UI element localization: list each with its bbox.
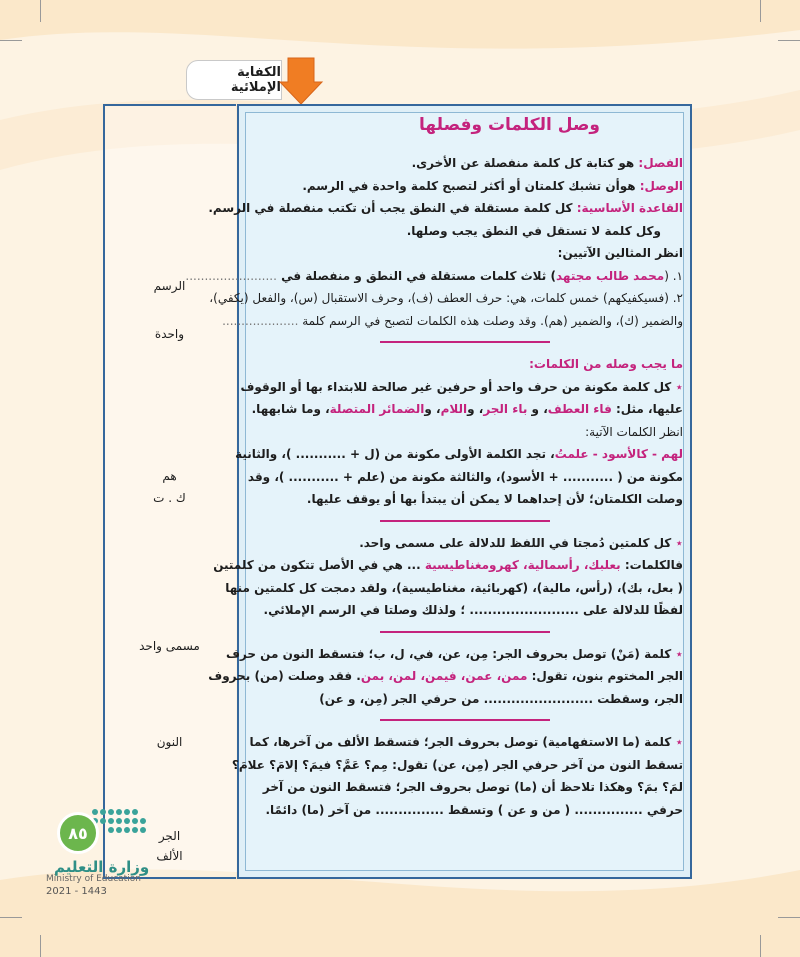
highlight: باء الجر [483,402,528,416]
term-label: الوصل: [639,178,683,193]
term-label: الفصل: [638,156,683,170]
definition-rule-2: وكل كلمة لا تستقل في النطق يجب وصلها. [406,223,661,238]
highlight: اللام [440,402,468,416]
highlight: بعلبك، رأسمالية، كهرومغناطيسية [424,558,621,572]
section1-line: انظر الكلمات الآتية: [585,424,683,439]
section1-line: وصلت الكلمتان؛ لأن إحداهما لا يمكن أن يبتدأ بها أو يوقف عليها. [306,492,683,506]
term-label: القاعدة الأساسية: [576,201,683,215]
section2-line [213,554,683,577]
example-highlight: محمد طالب مجتهد [555,268,665,283]
text: ... هي في الأصل تتكون من كلمتين [213,558,425,572]
margin-note: مسمى واحد [139,639,200,653]
crop-mark [760,935,761,957]
text: فالكلمات: [620,558,683,572]
example-text: ) ثلاث كلمات مستقلة في النطق و منفصلة في [276,268,556,283]
section-divider [380,631,550,633]
margin-note: النون [156,735,183,749]
edition-year: 2021 - 1443 [46,886,107,897]
text: ، و [467,402,484,416]
margin-note: الرسم [153,279,186,293]
section3-line [225,643,683,666]
section1-text: كل كلمة مكونة من حرف واحد أو حرفين غير صالحة للابتداء بها أو الوقوف [240,379,672,394]
section1-line [246,398,683,421]
ministry-name-en: Ministry of Education [46,874,141,884]
text: ، تجد الكلمة الأولى مكونة من (ل + ........... )، والثانية [235,447,555,461]
lesson-title: وصل الكلمات وفصلها [419,115,600,135]
crop-mark [778,40,800,41]
blank-dots: .................... [222,313,299,328]
section-divider [380,719,550,721]
text: ، و [527,402,548,416]
example-2-line-1: ٢. (فسيكفيكهم) خمس كلمات، هي: حرف العطف (ف)، وحرف الاستقبال (س)، والفعل (يكفي)، [209,291,683,305]
star-bullet-icon: ⋆ [671,735,683,749]
text: كلمة (مَنْ) توصل بحروف الجر: مِن، عن، في، ل، ب؛ فتسقط النون من حرف [225,646,672,661]
ministry-name: وزارة التعليم [54,858,150,876]
section4-line [246,731,683,754]
section2-line [246,532,683,555]
crop-mark [40,0,41,22]
text: ، و [424,402,441,416]
section3-line: الجر، وسقطت ........................ من حرفي الجر (مِن، و عن) [319,691,683,706]
blank-dots: ........................ [185,268,277,283]
section2-line: ( بعل، بك)، (رأس، مالية)، (كهربائية، مغناطيسية)، ولقد دمجت كل كلمتين منها [225,580,683,595]
text: عليها، مثل: [611,402,683,416]
definition-text: هو كتابة كل كلمة منفصلة عن الأخرى. [411,156,639,170]
arrow-down-icon [278,56,324,106]
section2-line: لفظًا للدلالة على ........................ ؛ ولذلك وصلتا في الرسم الإملائي. [263,603,683,617]
page-number: ٨٥ [57,812,99,854]
text: . فقد وصلت (من) بحروف [208,669,361,683]
examples-intro: انظر المثالين الآتيين: [557,246,683,260]
definition-text: هوأن تشبك كلمتان أو أكثر لتصبح كلمة واحدة في الرسم. [302,178,640,193]
margin-note: ك . ت [153,491,186,505]
highlight: فاء العطف [547,402,612,416]
star-bullet-icon: ⋆ [671,535,683,550]
example-number: ١. ( [664,268,683,283]
section1-line [235,443,683,466]
margin-note: الألف [156,849,183,863]
margin-note: الجر [158,829,181,843]
section1-line: مكونة من ( ........... + الأسود)، والثالثة مكونة من (علم + ........... )، وقد [247,469,683,484]
text: الجر المختوم بنون، تقول: [527,669,683,683]
crop-mark [0,917,22,918]
margin-note: هم [162,469,177,483]
section-divider [380,520,550,522]
crop-mark [0,40,22,41]
text: ، وما شابهها. [251,402,330,416]
section1-line [240,376,683,399]
text: كلمة (ما الاستفهامية) توصل بحروف الجر؛ فتسقط الألف من آخرها، كما [249,735,672,749]
section3-line [208,665,683,688]
definition-rule [208,197,683,220]
section-divider [380,341,550,343]
example-text: والضمير (ك)، والضمير (هم). وقد وصلت هذه الكلمات لتصبح في الرسم كلمة [298,313,683,328]
section4-line: لمَ؟ بمَ؟ وهكذا تلاحظ أن (ما) توصل بحروف الجر؛ فتسقط النون من آخر [262,780,683,794]
crop-mark [40,935,41,957]
crop-mark [778,917,800,918]
definition-text: كل كلمة مستقلة في النطق يجب أن تكتب منفصلة في الرسم. [208,201,577,215]
highlight: الضمائر المتصلة [329,402,425,416]
example-1 [185,265,683,288]
section-header-tab [186,60,282,100]
example-2-line-2 [222,310,683,333]
star-bullet-icon: ⋆ [671,379,683,394]
section4-line: تسقط النون من آخر حرفي الجر (مِن، عن) تقول: مِم؟ عَمَّ؟ فيمَ؟ إلامَ؟ علامَ؟ [231,757,683,772]
section-header-label: الكفاية الإملائية [230,65,281,95]
text: كل كلمتين دُمجتا في اللفظ للدلالة على مسمى واحد. [359,535,672,550]
margin-note: واحدة [154,327,185,341]
definition-fasl [246,152,683,175]
section-heading: ما يجب وصله من الكلمات: [529,357,683,371]
highlight: ممن، عمن، فيمن، لمن، بمن [360,669,528,683]
lesson-content [185,110,683,821]
crop-mark [760,0,761,22]
star-bullet-icon: ⋆ [671,646,683,661]
definition-wasl [246,175,683,198]
section4-line: حرفي ............... ( من و عن ) وتسقط ............... من آخر (ما) دائمًا. [265,802,683,817]
highlight: لهم - كالأسود - علمتُ [554,447,683,461]
